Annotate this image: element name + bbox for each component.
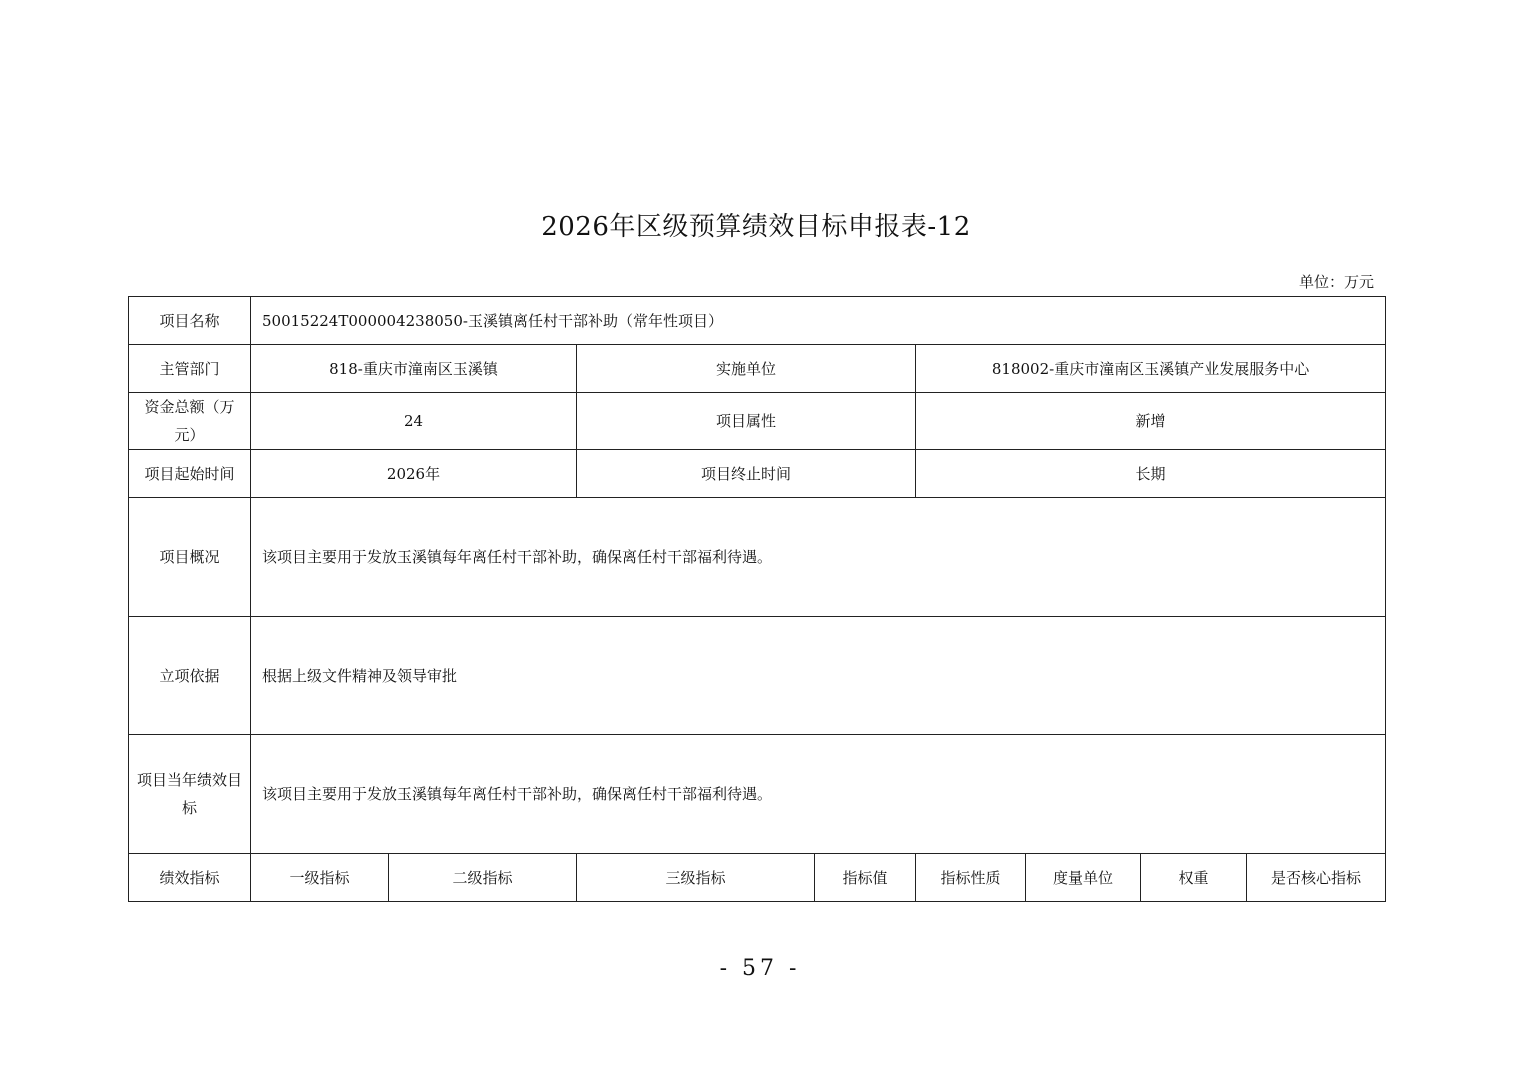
row-basis [129,617,1386,735]
indicator-col-unit: 度量单位 [1026,854,1141,902]
indicator-col-core: 是否核心指标 [1247,854,1386,902]
indicator-col-weight: 权重 [1141,854,1247,902]
basis-label: 立项依据 [129,617,251,735]
start-time-label: 项目起始时间 [129,450,251,498]
row-project-name [129,297,1386,345]
row-department [129,345,1386,393]
indicator-col-nature: 指标性质 [916,854,1026,902]
indicator-col-level3: 三级指标 [577,854,815,902]
project-name-value: 50015224T000004238050-玉溪镇离任村干部补助（常年性项目） [251,297,1386,345]
department-value: 818-重庆市潼南区玉溪镇 [251,345,577,393]
row-funds [129,393,1386,450]
project-attribute-label: 项目属性 [577,393,916,450]
implementing-unit-label: 实施单位 [577,345,916,393]
project-name-label: 项目名称 [129,297,251,345]
row-indicator-header [129,854,1386,902]
total-funds-label: 资金总额（万元） [129,393,251,450]
row-goal [129,735,1386,854]
unit-label: 单位：万元 [1298,273,1374,291]
project-attribute-value: 新增 [916,393,1386,450]
indicator-label: 绩效指标 [129,854,251,902]
end-time-label: 项目终止时间 [577,450,916,498]
goal-value: 该项目主要用于发放玉溪镇每年离任村干部补助，确保离任村干部福利待遇。 [251,735,1386,854]
indicator-col-level2: 二级指标 [389,854,577,902]
indicator-col-level1: 一级指标 [251,854,389,902]
budget-performance-form [128,296,1386,902]
row-time [129,450,1386,498]
start-time-value: 2026年 [251,450,577,498]
overview-value: 该项目主要用于发放玉溪镇每年离任村干部补助，确保离任村干部福利待遇。 [251,498,1386,617]
page-title: 2026年区级预算绩效目标申报表-12 [541,212,971,242]
total-funds-value: 24 [251,393,577,450]
indicator-col-value: 指标值 [815,854,916,902]
implementing-unit-value: 818002-重庆市潼南区玉溪镇产业发展服务中心 [916,345,1386,393]
end-time-value: 长期 [916,450,1386,498]
department-label: 主管部门 [129,345,251,393]
basis-value: 根据上级文件精神及领导审批 [251,617,1386,735]
page-number: - 57 - [719,956,801,981]
row-overview [129,498,1386,617]
overview-label: 项目概况 [129,498,251,617]
goal-label: 项目当年绩效目标 [129,735,251,854]
